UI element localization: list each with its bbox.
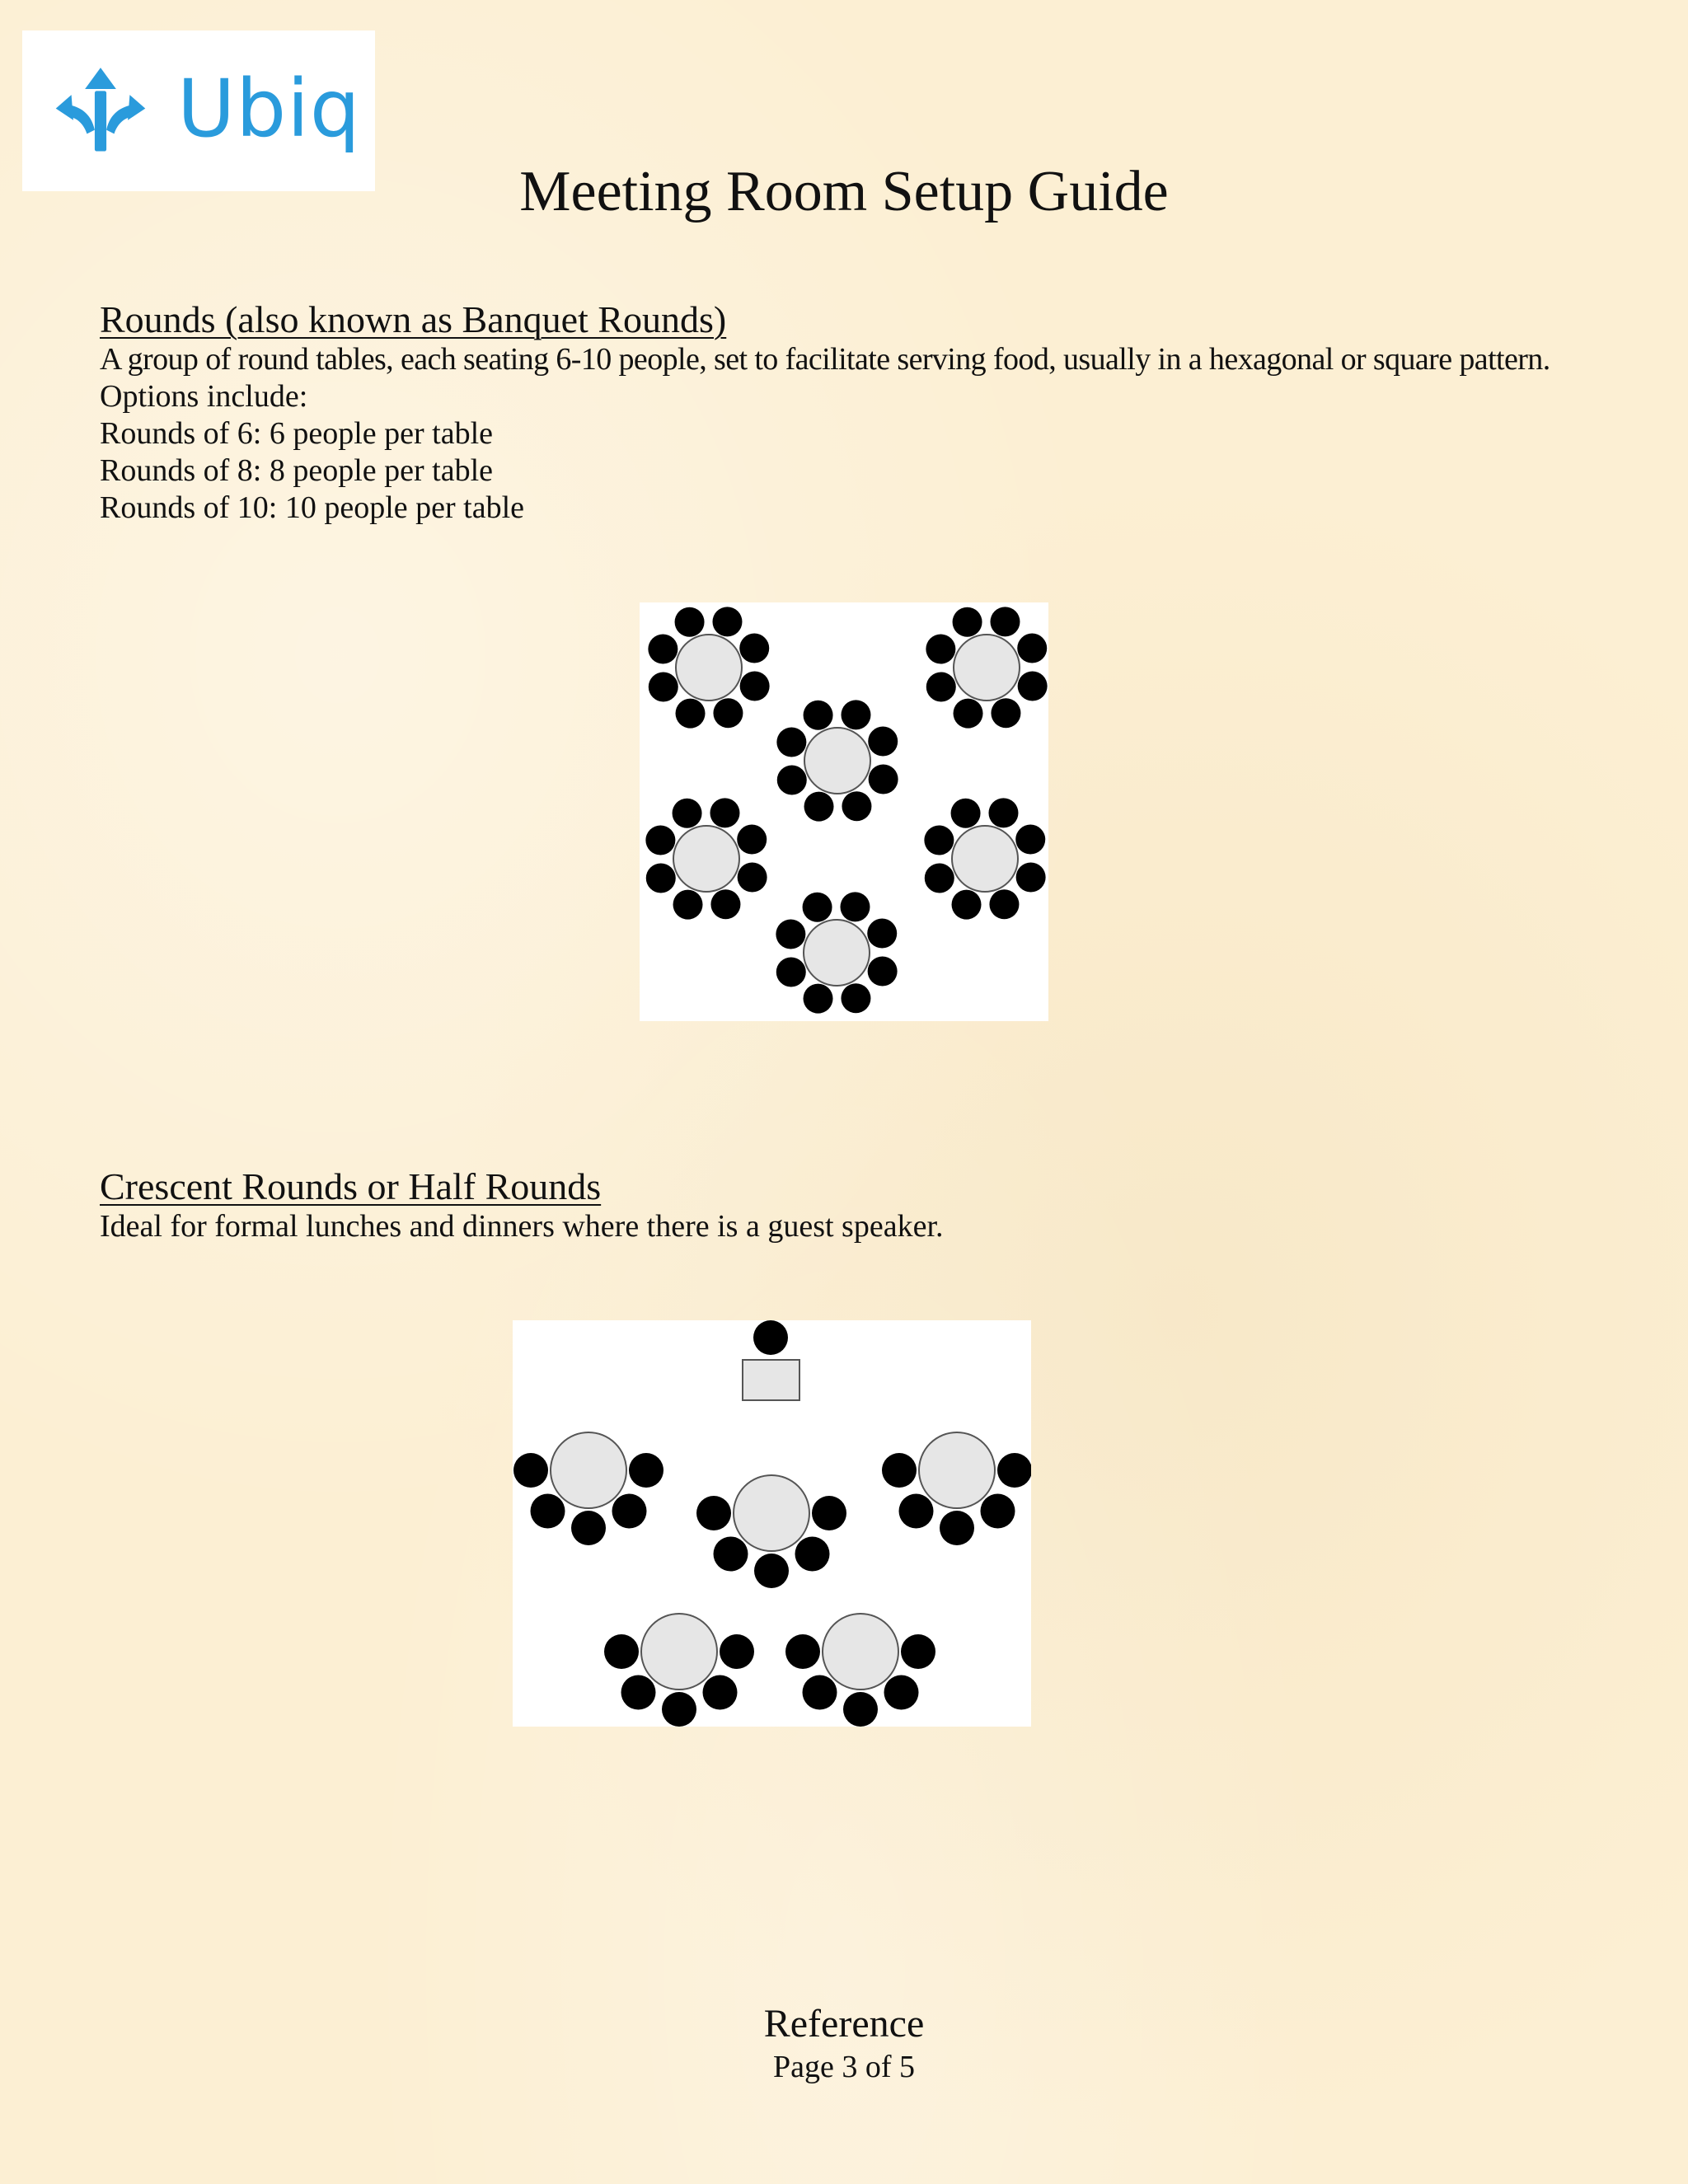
chair bbox=[675, 607, 705, 637]
chair bbox=[884, 1675, 918, 1709]
round-table bbox=[676, 635, 742, 701]
chair bbox=[738, 862, 767, 892]
chair bbox=[649, 672, 678, 701]
chair bbox=[951, 799, 981, 828]
chair bbox=[737, 825, 767, 855]
section-body-crescent-rounds bbox=[100, 1208, 1583, 1245]
split-arrows-icon bbox=[52, 62, 149, 159]
chair bbox=[648, 635, 678, 664]
chair bbox=[714, 1536, 748, 1571]
chair bbox=[713, 698, 743, 728]
speaker-podium bbox=[743, 1360, 799, 1400]
chair bbox=[710, 798, 739, 827]
chair bbox=[571, 1511, 606, 1545]
chair bbox=[795, 1536, 829, 1571]
chair bbox=[1017, 634, 1047, 663]
chair bbox=[710, 889, 740, 919]
chair bbox=[696, 1496, 731, 1530]
chair bbox=[953, 607, 982, 637]
chair bbox=[776, 957, 806, 987]
chair bbox=[513, 1453, 548, 1488]
chair bbox=[629, 1453, 663, 1488]
chair bbox=[804, 984, 833, 1014]
section-body-banquet-rounds bbox=[100, 341, 1583, 527]
chair bbox=[612, 1493, 646, 1528]
chair bbox=[646, 863, 676, 893]
chair bbox=[840, 892, 870, 921]
round-table bbox=[551, 1432, 626, 1508]
chair bbox=[702, 1675, 737, 1709]
chair bbox=[673, 799, 702, 828]
chair bbox=[899, 1493, 934, 1528]
footer-label: Reference bbox=[763, 2002, 925, 2046]
chair bbox=[812, 1496, 846, 1530]
chair bbox=[997, 1453, 1031, 1488]
round-table bbox=[641, 1614, 717, 1690]
logo-text: Ubiq bbox=[177, 63, 361, 155]
chair bbox=[841, 983, 870, 1013]
chair bbox=[868, 956, 898, 986]
chair bbox=[1018, 671, 1048, 701]
chair bbox=[990, 607, 1020, 636]
chair bbox=[1016, 862, 1046, 892]
chair bbox=[785, 1634, 820, 1669]
chair bbox=[604, 1634, 639, 1669]
chair bbox=[867, 919, 897, 949]
round-table bbox=[823, 1614, 898, 1690]
chair bbox=[720, 1634, 754, 1669]
chair bbox=[954, 699, 983, 729]
chair bbox=[991, 698, 1020, 728]
chair bbox=[712, 607, 742, 636]
chair bbox=[531, 1493, 565, 1528]
chair bbox=[926, 635, 955, 664]
chair bbox=[841, 700, 870, 729]
description-paragraph: A group of round tables, each seating 6-10 people, set to facilitate serving food, usually in a hexagonal or square pattern. bbox=[100, 342, 1550, 377]
round-table bbox=[919, 1432, 995, 1508]
chair bbox=[869, 764, 898, 794]
option-rounds-of-8: Rounds of 8: 8 people per table bbox=[100, 453, 494, 488]
page-title: Meeting Room Setup Guide bbox=[519, 160, 1169, 223]
chair bbox=[940, 1511, 974, 1545]
banquet-rounds-diagram bbox=[640, 602, 1048, 1021]
chair bbox=[739, 634, 769, 663]
chair bbox=[754, 1554, 789, 1588]
speaker-chair bbox=[753, 1320, 788, 1355]
round-table bbox=[954, 635, 1020, 701]
chair bbox=[988, 798, 1018, 827]
chair bbox=[776, 728, 806, 757]
chair bbox=[868, 727, 898, 757]
chair bbox=[925, 863, 954, 893]
chair bbox=[645, 826, 675, 855]
chair bbox=[621, 1675, 656, 1709]
chair bbox=[673, 890, 703, 920]
options-label: Options include: bbox=[100, 379, 308, 414]
round-table bbox=[673, 826, 739, 892]
page-number: Page 3 of 5 bbox=[772, 2050, 916, 2084]
chair bbox=[989, 889, 1019, 919]
chair bbox=[952, 890, 982, 920]
round-table bbox=[734, 1475, 809, 1551]
chair bbox=[926, 672, 956, 701]
section-heading-banquet-rounds: Rounds (also known as Banquet Rounds) bbox=[100, 298, 727, 340]
chair bbox=[676, 699, 706, 729]
chair bbox=[804, 701, 833, 730]
crescent-rounds-diagram bbox=[513, 1320, 1031, 1727]
chair bbox=[901, 1634, 935, 1669]
round-table bbox=[804, 920, 870, 986]
chair bbox=[980, 1493, 1015, 1528]
option-rounds-of-10: Rounds of 10: 10 people per table bbox=[100, 490, 525, 525]
chair bbox=[803, 1675, 837, 1709]
description-paragraph: Ideal for formal lunches and dinners where there is a guest speaker. bbox=[100, 1209, 944, 1244]
chair bbox=[662, 1692, 696, 1727]
section-heading-crescent-rounds: Crescent Rounds or Half Rounds bbox=[100, 1165, 602, 1207]
chair bbox=[882, 1453, 917, 1488]
chair bbox=[777, 765, 807, 794]
chair bbox=[776, 920, 805, 949]
option-rounds-of-6: Rounds of 6: 6 people per table bbox=[100, 416, 494, 451]
chair bbox=[740, 671, 770, 701]
chair bbox=[924, 826, 954, 855]
chair bbox=[842, 791, 871, 821]
chair bbox=[804, 792, 834, 822]
round-table bbox=[804, 728, 870, 794]
chair bbox=[1015, 825, 1045, 855]
chair bbox=[803, 893, 832, 922]
round-table bbox=[952, 826, 1018, 892]
chair bbox=[843, 1692, 878, 1727]
